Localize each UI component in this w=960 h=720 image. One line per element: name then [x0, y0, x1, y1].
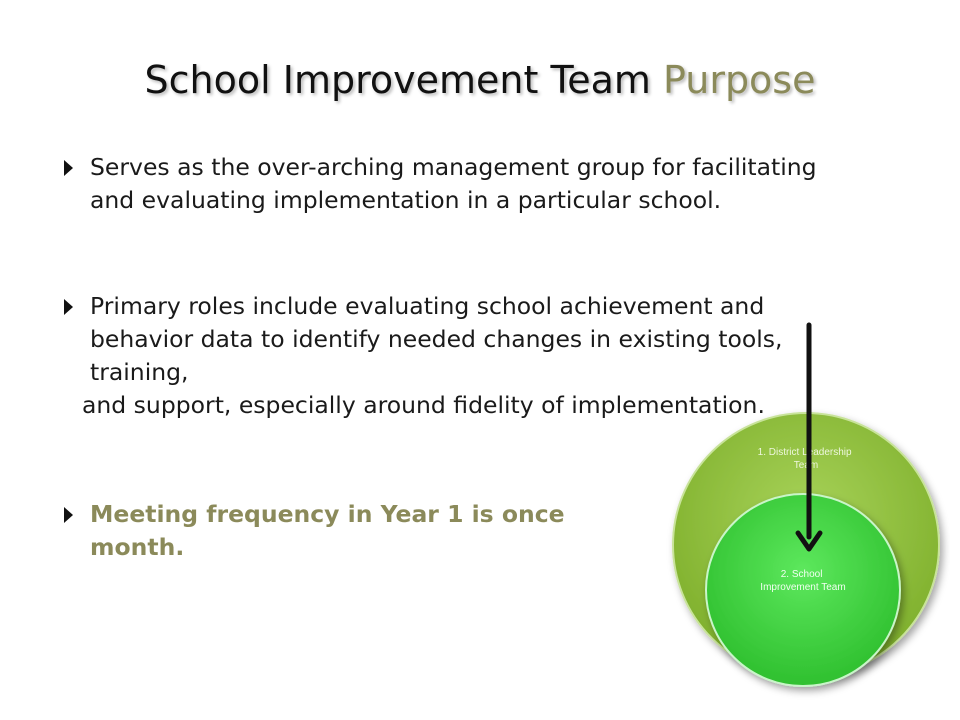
bullet-text: Meeting frequency in Year 1 is once month.: [90, 500, 565, 561]
triangle-bullet-icon: [64, 299, 73, 315]
triangle-bullet-icon: [64, 507, 73, 523]
inner-circle-label-line1: 2. School: [780, 569, 823, 580]
title-accent: Purpose: [662, 58, 816, 102]
team-nesting-diagram: [660, 305, 950, 705]
inner-circle-school: [706, 494, 900, 686]
outer-circle-label-line2: Team: [793, 460, 819, 471]
triangle-bullet-icon: [64, 160, 73, 176]
bullet-item-management: [64, 151, 834, 217]
outer-circle-label-line1: 1. District Leadership: [757, 447, 852, 458]
bullet-text-continued: and support, especially around fidelity of implementation.: [82, 391, 765, 419]
bullet-text: Primary roles include evaluating school achievement and behavior data to identify needed changes in existing tools, training,: [90, 292, 783, 386]
slide-title: [0, 56, 960, 104]
bullet-text: Serves as the over-arching management group for facilitating and evaluating implementation in a particular school.: [90, 153, 817, 214]
bullet-item-frequency: [64, 498, 584, 564]
title-main: School Improvement Team: [144, 58, 651, 102]
inner-circle-label-line2: Improvement Team: [760, 582, 846, 593]
